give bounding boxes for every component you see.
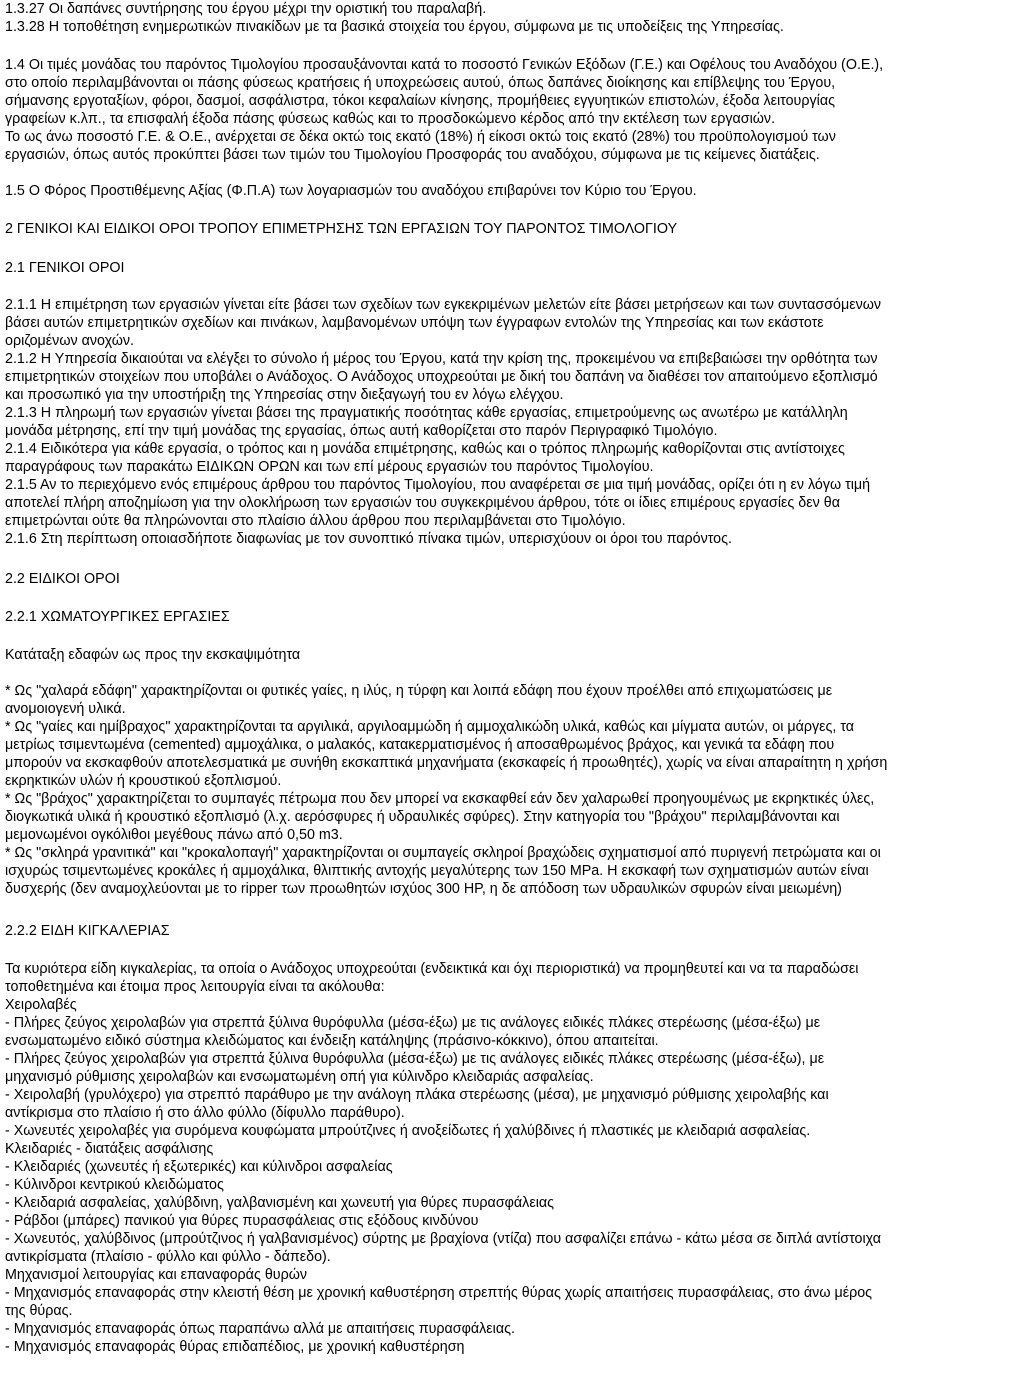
text-line: στο οποίο περιλαμβάνονται οι πάσης φύσεως κρατήσεις ή υποχρεώσεις αυτού, όπως δαπάνες διοίκησης και επίβλεψης του Έργου,	[5, 75, 836, 91]
text-line: 2 ΓΕΝΙΚΟΙ ΚΑΙ ΕΙΔΙΚΟΙ ΟΡΟΙ ΤΡΟΠΟΥ ΕΠΙΜΕΤΡΗΣΗΣ ΤΩΝ ΕΡΓΑΣΙΩΝ ΤΟΥ ΠΑΡΟΝΤΟΣ ΤΙΜΟΛΟΓΙΟΥ	[5, 221, 678, 237]
text-line: Μηχανισμοί λειτουργίας και επαναφοράς θυρών	[5, 1267, 308, 1283]
text-line: 1.3.27 Οι δαπάνες συντήρησης του έργου μέχρι την οριστική του παραλαβή.	[5, 1, 487, 17]
text-line: δυσχερής (δεν αναμοχλεύονται με το ripper των προωθητών ισχύος 300 HP, η δε απόδοση των υδραυλικών σφυρών είναι μειωμένη)	[5, 881, 842, 897]
text-line: - Κλειδαριά ασφαλείας, χαλύβδινη, γαλβανισμένη και χωνευτή για θύρες πυρασφάλειας	[5, 1195, 555, 1211]
text-line: - Ράβδοι (μπάρες) πανικού για θύρες πυρασφάλειας στις εξόδους κινδύνου	[5, 1213, 479, 1229]
text-line: - Μηχανισμός επαναφοράς θύρας επιδαπέδιος, με χρονική καθυστέρηση	[5, 1339, 465, 1355]
text-line: * Ως "χαλαρά εδάφη" χαρακτηρίζονται οι φυτικές γαίες, η ιλύς, η τύρφη και λοιπά εδάφη που έχουν προέλθει από επιχωματώσεις με	[5, 683, 833, 699]
text-line: - Πλήρες ζεύγος χειρολαβών για στρεπτά ξύλινα θυρόφυλλα (μέσα-έξω) με τις ανάλογες ειδικές πλάκες στερέωσης (μέσα-έξω) με	[5, 1015, 821, 1031]
text-line: μπορούν να εκσκαφθούν αποτελεσματικά με συνήθη εκσκαπτικά μηχανήματα (εκσκαφείς ή προωθητές), χωρίς να είναι απαραίτητη η χρήση	[5, 755, 888, 771]
text-line: αποτελεί πλήρη αποζημίωση για την ολοκλήρωση των εργασιών του συγκεκριμένου άρθρου, τότε οι ίδιες επιμέρους εργασίες δεν θα	[5, 495, 840, 511]
text-line: τοποθετημένα και έτοιμα προς λειτουργία είναι τα ακόλουθα:	[5, 979, 385, 995]
text-line: 2.1.4 Ειδικότερα για κάθε εργασία, ο τρόπος και η μονάδα επιμέτρησης, καθώς και ο τρόπος πληρωμής καθορίζονται στις αντίστοιχες	[5, 441, 845, 457]
text-line: - Μηχανισμός επαναφοράς όπως παραπάνω αλλά με απαιτήσεις πυρασφάλειας.	[5, 1321, 515, 1337]
text-line: και προσωπικό για την υποστήριξη της Υπηρεσίας στην διεξαγωγή του εν λόγω ελέγχου.	[5, 387, 564, 403]
text-line: Κλειδαριές - διατάξεις ασφάλισης	[5, 1141, 214, 1157]
text-line: 2.1.3 Η πληρωμή των εργασιών γίνεται βάσει της πραγματικής ποσότητας κάθε εργασίας, επιμετρούμενης ως ανωτέρω με κατάλληλη	[5, 405, 848, 421]
text-line: - Χωνευτές χειρολαβές για συρόμενα κουφώματα μπρούτζινες ή ανοξείδωτες ή χαλύβδινες ή πλαστικές με κλειδαριά ασφαλείας.	[5, 1123, 811, 1139]
text-line: διογκωτικά υλικά ή κρουστικό εξοπλισμό (λ.χ. αερόσφυρες ή υδραυλικές σφύρες). Στην κατηγορία του "βράχου" περιλαμβάνονται και	[5, 809, 840, 825]
text-line: γραφείων κ.λπ., τα επισφαλή έξοδα πάσης φύσεως καθώς και το προσδοκώμενο κέρδος από την εκτέλεση των εργασιών.	[5, 111, 776, 127]
text-line: - Κύλινδροι κεντρικού κλειδώματος	[5, 1177, 224, 1193]
text-line: 2.2 ΕΙΔΙΚΟΙ ΟΡΟΙ	[5, 571, 120, 587]
text-line: 1.5 Ο Φόρος Προστιθέμενης Αξίας (Φ.Π.Α) των λογαριασμών του αναδόχου επιβαρύνει τον Κύριο του Έργου.	[5, 183, 697, 199]
text-line: 2.1.1 Η επιμέτρηση των εργασιών γίνεται είτε βάσει των σχεδίων των εγκεκριμένων μελετών είτε βάσει μετρήσεων και των συντασσόμενων	[5, 297, 882, 313]
text-line: μετρίως τσιμεντωμένα (cemented) αμμοχάλικα, ο μαλακός, κατακερματισμένος ή αποσαθρωμένος βράχος, και γενικά τα εδάφη που	[5, 737, 835, 753]
text-line: οριζομένων ανοχών.	[5, 333, 134, 349]
text-line: της θύρας.	[5, 1303, 73, 1319]
text-line: μονάδα μέτρησης, επί την τιμή μονάδας της εργασίας, όπως αυτή καθορίζεται στο παρόν Περιγραφικό Τιμολόγιο.	[5, 423, 718, 439]
text-line: 2.1.6 Στη περίπτωση οποιασδήποτε διαφωνίας με τον συνοπτικό πίνακα τιμών, υπερισχύουν οι όροι του παρόντος.	[5, 531, 732, 547]
text-line: - Πλήρες ζεύγος χειρολαβών για στρεπτά ξύλινα θυρόφυλλα (μέσα-έξω) με τις ανάλογες ειδικές πλάκες στερέωσης (μέσα-έξω), με	[5, 1051, 825, 1067]
text-line: 2.1.5 Αν το περιεχόμενο ενός επιμέρους άρθρου του παρόντος Τιμολογίου, που αναφέρεται σε μια τιμή μονάδας, ορίζει ότι η εν λόγω τιμή	[5, 477, 871, 493]
text-line: εργασιών, όπως αυτός προκύπτει βάσει των τιμών του Τιμολογίου Προσφοράς του αναδόχου, σύμφωνα με τις κείμενες διατάξεις.	[5, 147, 820, 163]
text-line: ενσωματωμένο ειδικό σύστημα κλειδώματος και ένδειξη κατάληψης (πράσινο-κόκκινο), όπου απαιτείται.	[5, 1033, 659, 1049]
text-line: επιμετρητικών στοιχείων που υποβάλει ο Ανάδοχος. Ο Ανάδοχος υποχρεούται με δική του δαπάνη να διαθέσει τον απαιτούμενο εξοπλισμό	[5, 369, 878, 385]
text-line: βάσει αυτών επιμετρητικών σχεδίων και πινάκων, λαμβανομένων υπόψη των έγγραφων εντολών της Υπηρεσίας και των εκάστοτε	[5, 315, 824, 331]
text-line: 2.2.2 ΕΙΔΗ ΚΙΓΚΑΛΕΡΙΑΣ	[5, 923, 170, 939]
text-line: σήμανσης εργοταξίων, φόροι, δασμοί, ασφάλιστρα, τόκοι κεφαλαίων κίνησης, προμήθειες εγγυητικών επιστολών, έξοδα λειτουργίας	[5, 93, 835, 109]
text-line: 2.1 ΓΕΝΙΚΟΙ ΟΡΟΙ	[5, 260, 125, 276]
text-line: ισχυρώς τσιμεντωμένες κροκάλες ή αμμοχάλικα, θλιπτικής αντοχής μεγαλύτερης των 150 MPa. Η εκσκαφή των σχηματισμών αυτών είναι	[5, 863, 869, 879]
text-line: αντικρίσματα (πλαίσιο - φύλλο και φύλλο - δάπεδο).	[5, 1249, 331, 1265]
text-line: - Μηχανισμός επαναφοράς στην κλειστή θέση με χρονική καθυστέρηση στρεπτής θύρας χωρίς απαιτήσεις πυρασφάλειας, στο άνω μέρος	[5, 1285, 873, 1301]
text-line: αντίκρισμα στο πλαίσιο ή στο άλλο φύλλο (δίφυλλο παράθυρο).	[5, 1105, 405, 1121]
text-line: ανομοιογενή υλικά.	[5, 701, 126, 717]
text-line: - Κλειδαριές (χωνευτές ή εξωτερικές) και κύλινδροι ασφαλείας	[5, 1159, 393, 1175]
text-line: μηχανισμό ρύθμισης χειρολαβών και ενσωματωμένη οπή για κύλινδρο κλειδαριάς ασφαλείας.	[5, 1069, 594, 1085]
text-line: * Ως "σκληρά γρανιτικά" και "κροκαλοπαγή" χαρακτηρίζονται οι συμπαγείς σκληροί βραχώδεις σχηματισμοί από πυριγενή πετρώματα και οι	[5, 845, 881, 861]
text-line: * Ως "βράχος" χαρακτηρίζεται το συμπαγές πέτρωμα που δεν μπορεί να εκσκαφθεί εάν δεν χαλαρωθεί προηγουμένως με εκρηκτικές ύλες,	[5, 791, 875, 807]
text-line: 2.1.2 Η Υπηρεσία δικαιούται να ελέγξει το σύνολο ή μέρος του Έργου, κατά την κρίση της, προκειμένου να επιβεβαιώσει την ορθότητα των	[5, 351, 878, 367]
text-line: επιμετρώνται ούτε θα πληρώνονται στο πλαίσιο άλλου άρθρου που περιλαμβάνεται στο Τιμολόγιο.	[5, 513, 626, 529]
text-line: - Χειρολαβή (γρυλόχερο) για στρεπτό παράθυρο με την ανάλογη πλάκα στερέωσης (μέσα), με μηχανισμό ρύθμισης χειρολαβής και	[5, 1087, 829, 1103]
text-line: - Χωνευτός, χαλύβδινος (μπρούτζινος ή γαλβανισμένος) σύρτης με βραχίονα (ντίζα) που ασφαλίζει επάνω - κάτω μέσα σε διπλά αντίστοιχα	[5, 1231, 882, 1247]
text-line: εκρηκτικών υλών ή κρουστικού εξοπλισμού.	[5, 773, 282, 789]
text-line: μεμονωμένοι ογκόλιθοι μεγέθους πάνω από 0,50 m3.	[5, 827, 343, 843]
text-line: Το ως άνω ποσοστό Γ.Ε. & Ο.Ε., ανέρχεται σε δέκα οκτώ τοις εκατό (18%) ή είκοσι οκτώ τοις εκατό (28%) του προϋπολογισμού των	[5, 129, 836, 145]
text-line: * Ως "γαίες και ημίβραχος" χαρακτηρίζονται τα αργιλικά, αργιλοαμμώδη ή αμμοχαλικώδη υλικά, καθώς και μίγματα αυτών, οι μάργες, τα	[5, 719, 855, 735]
text-line: 2.2.1 ΧΩΜΑΤΟΥΡΓΙΚΕΣ ΕΡΓΑΣΙΕΣ	[5, 609, 230, 625]
text-line: Χειρολαβές	[5, 997, 77, 1013]
text-line: 1.3.28 Η τοποθέτηση ενημερωτικών πινακίδων με τα βασικά στοιχεία του έργου, σύμφωνα με τις υποδείξεις της Υπηρεσίας.	[5, 19, 784, 35]
text-line: παραγράφους των παρακάτω ΕΙΔΙΚΩΝ ΟΡΩΝ και των επί μέρους εργασιών του παρόντος Τιμολογίου.	[5, 459, 654, 475]
text-line: 1.4 Οι τιμές μονάδας του παρόντος Τιμολογίου προσαυξάνονται κατά το ποσοστό Γενικών Εξόδων (Γ.Ε.) και Οφέλους του Αναδόχου (Ο.Ε.),	[5, 57, 884, 73]
text-line: Τα κυριότερα είδη κιγκαλερίας, τα οποία ο Ανάδοχος υποχρεούται (ενδεικτικά και όχι περιοριστικά) να προμηθευτεί και να τα παραδώσει	[5, 961, 859, 977]
text-line: Κατάταξη εδαφών ως προς την εκσκαψιμότητα	[5, 647, 301, 663]
